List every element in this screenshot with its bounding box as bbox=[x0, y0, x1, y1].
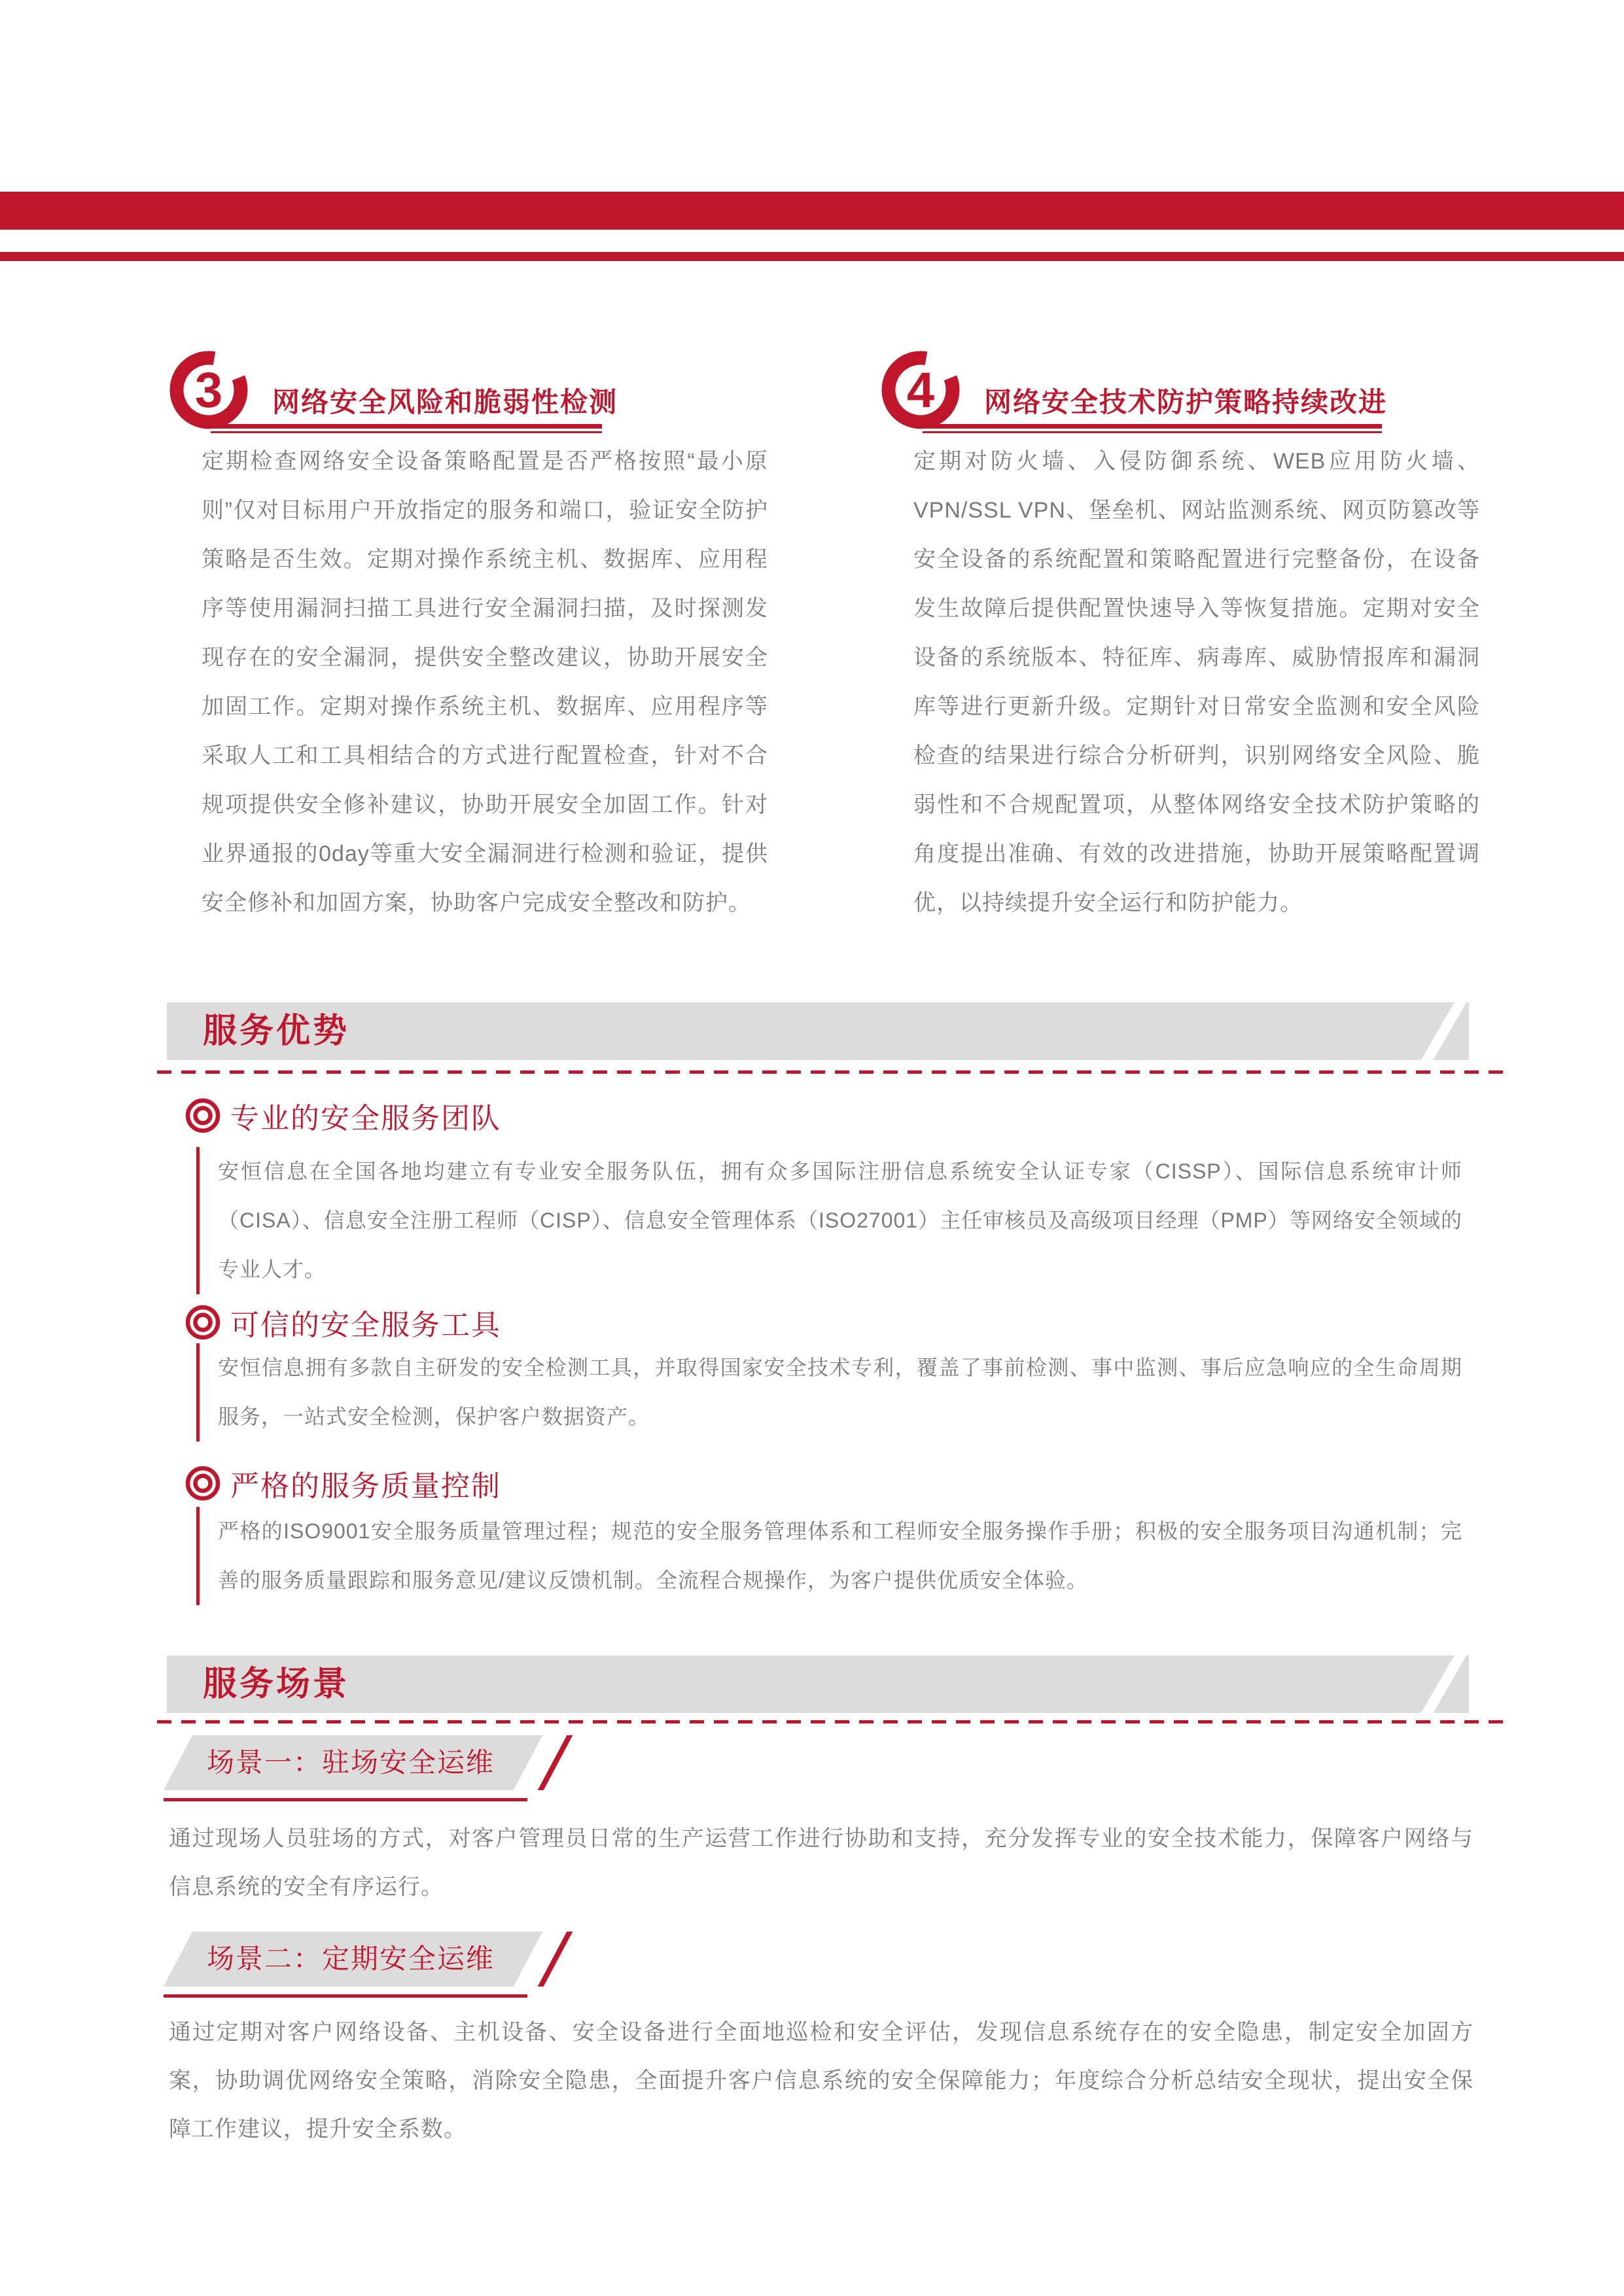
dashed-divider bbox=[157, 1720, 1505, 1723]
section-body-text: 定期检查网络安全设备策略配置是否严格按照“最小原则”仅对目标用户开放指定的服务和端口，验证安全防护策略是否生效。定期对操作系统主机、数据库、应用程序等使用漏洞扫描工具进行安全漏洞扫描，及时探测发现存在的安全漏洞，提供安全整改建议，协助开展安全加固工作。定期对操作系统主机、数据库、应用程序等采取人工和工具相结合的方式进行配置检查，针对不合规项提供安全修补建议，协助开展安全加固工作。针对业界通报的0day等重大安全漏洞进行检测和验证，提供安全修补和加固方案，协助客户完成安全整改和防护。 bbox=[202, 449, 768, 915]
advantage-item-header bbox=[185, 1303, 501, 1341]
advantage-item-header bbox=[185, 1464, 501, 1502]
dashed-divider bbox=[157, 1070, 1505, 1074]
diagonal-slash-icon bbox=[1414, 1002, 1469, 1060]
section-title: 网络安全技术防护策略持续改进 bbox=[984, 387, 1388, 417]
top-bar-thin bbox=[0, 252, 1624, 261]
title-underline bbox=[211, 424, 602, 433]
advantage-body-text: 安恒信息拥有多款自主研发的安全检测工具，并取得国家安全技术专利，覆盖了事前检测、事中监测、事后应急响应的全生命周期服务，一站式安全检测，保护客户数据资产。 bbox=[196, 1343, 1462, 1441]
tag-underline bbox=[164, 1798, 527, 1801]
advantage-title: 严格的服务质量控制 bbox=[230, 1470, 501, 1502]
top-bar-thick bbox=[0, 192, 1624, 230]
scenario-tag-label: 场景一：驻场安全运维 bbox=[207, 1747, 495, 1778]
section-title: 网络安全风险和脆弱性检测 bbox=[272, 387, 618, 417]
section-header-label: 服务优势 bbox=[203, 1012, 350, 1050]
number-badge-4 bbox=[881, 350, 961, 430]
section-body-text: 定期对防火墙、入侵防御系统、WEB应用防火墙、VPN/SSL VPN、堡垒机、网站监测系统、网页防篡改等安全设备的系统配置和策略配置进行完整备份，在设备发生故障后提供配置快速导入等恢复措施。定期对安全设备的系统版本、特征库、病毒库、威胁情报库和漏洞库等进行更新升级。定期针对日常安全监测和安全风险检查的结果进行综合分析研判，识别网络安全风险、脆弱性和不合规配置项，从整体网络安全技术防护策略的角度提出准确、有效的改进措施，协助开展策略配置调优，以持续提升安全运行和防护能力。 bbox=[913, 449, 1480, 915]
scenario-body-text: 通过定期对客户网络设备、主机设备、安全设备进行全面地巡检和安全评估，发现信息系统存在的安全隐患，制定安全加固方案，协助调优网络安全策略，消除安全隐患，全面提升客户信息系统的安全保障能力；年度综合分析总结安全现状，提出安全保障工作建议，提升安全系数。 bbox=[169, 2020, 1474, 2142]
bullseye-icon bbox=[185, 1097, 221, 1134]
advantage-body-text: 安恒信息在全国各地均建立有专业安全服务队伍，拥有众多国际注册信息系统安全认证专家（CISSP）、国际信息系统审计师（CISA）、信息安全注册工程师（CISP）、信息安全管理体系（ISO27001）主任审核员及高级项目经理（PMP）等网络安全领域的专业人才。 bbox=[196, 1147, 1462, 1294]
scenarios-section-header bbox=[167, 1655, 1469, 1713]
scenario-tag-1 bbox=[178, 1735, 528, 1790]
section-number: 3 bbox=[194, 362, 223, 418]
advantage-title: 可信的安全服务工具 bbox=[230, 1309, 501, 1341]
advantage-body-text: 严格的ISO9001安全服务质量管理过程；规范的安全服务管理体系和工程师安全服务操作手册；积极的安全服务项目沟通机制；完善的服务质量跟踪和服务意见/建议反馈机制。全流程合规操作，为客户提供优质安全体验。 bbox=[196, 1507, 1462, 1605]
section-header-label: 服务场景 bbox=[203, 1665, 350, 1703]
number-badge-3 bbox=[169, 350, 249, 430]
diagonal-slash-icon bbox=[1414, 1655, 1469, 1713]
section-number: 4 bbox=[906, 362, 935, 418]
bullseye-icon bbox=[185, 1465, 221, 1502]
scenario-body-text: 通过现场人员驻场的方式，对客户管理员日常的生产运营工作进行协助和支持，充分发挥专业的安全技术能力，保障客户网络与信息系统的安全有序运行。 bbox=[169, 1826, 1474, 1899]
scenario-tag-label: 场景二：定期安全运维 bbox=[207, 1943, 495, 1974]
scenario-tag-2 bbox=[178, 1932, 528, 1987]
advantage-item-header bbox=[185, 1097, 501, 1135]
tag-underline bbox=[164, 1994, 527, 1998]
advantages-section-header bbox=[167, 1002, 1469, 1060]
advantage-title: 专业的安全服务团队 bbox=[230, 1103, 501, 1135]
bullseye-icon bbox=[185, 1304, 221, 1341]
title-underline bbox=[923, 424, 1382, 433]
